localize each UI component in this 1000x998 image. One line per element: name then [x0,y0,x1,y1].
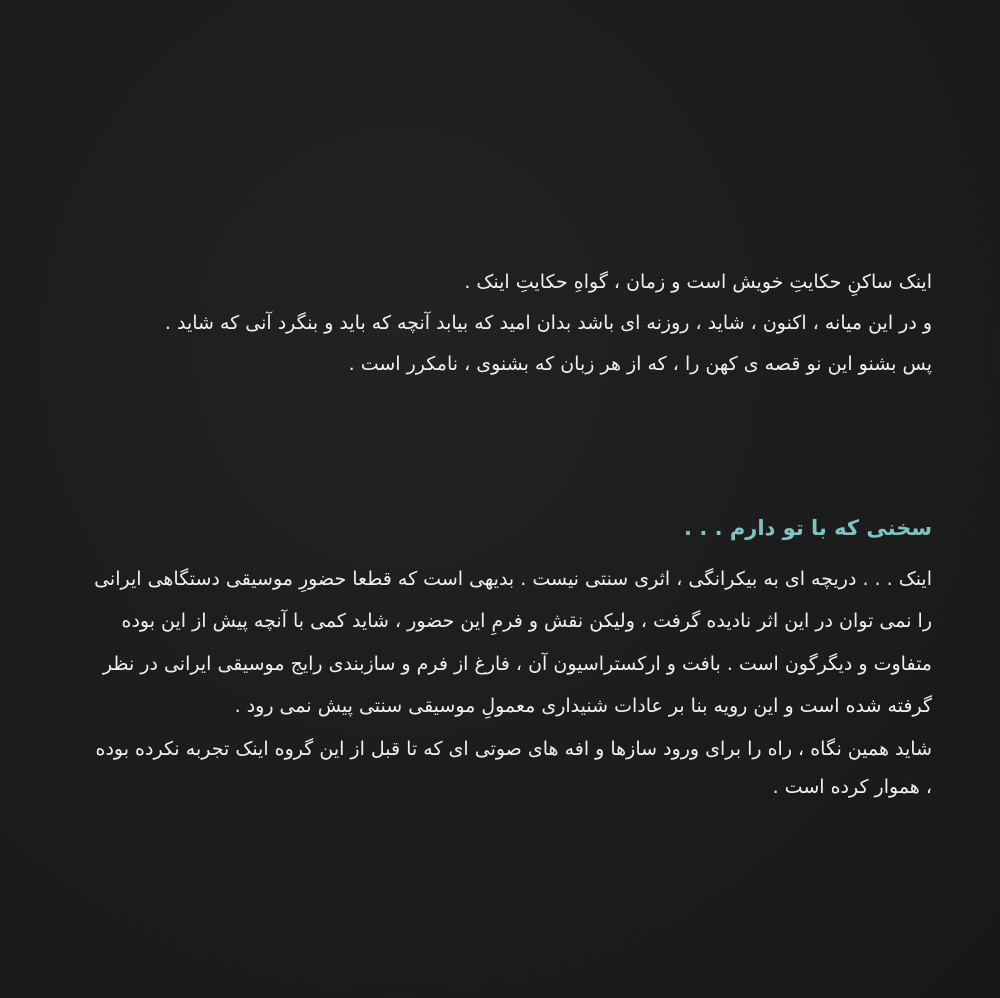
body-line: متفاوت و دیگرگون است . بافت و ارکستراسیون آن ، فارغ از فرم و سازبندی رایج موسیقی ایرانی در نظر [102,653,932,675]
body-line: اینک . . . دریچه ای به بیکرانگی ، اثری سنتی نیست . بدیهی است که قطعا حضورِ موسیقی دستگاهی ایرانی [94,568,932,590]
section-heading: سخنی که با تو دارم . . . [684,516,932,540]
intro-paragraph [60,273,932,393]
body-line: را نمی توان در این اثر نادیده گرفت ، ولیکن نقش و فرمِ این حضور ، شاید کمی با آنچه پیش از این بوده [121,610,932,632]
intro-line: اینک ساکنِ حکایتِ خویش است و زمان ، گواهِ حکایتِ اینک . [464,271,932,293]
body-line: گرفته شده است و این رویه بنا بر عادات شنیداری معمولِ موسیقی سنتی پیش نمی رود . [234,695,932,717]
intro-line: و در این میانه ، اکنون ، شاید ، روزنه ای باشد بدان امید که بیابد آنچه که باید و بنگرد آنی که شاید . [164,312,932,334]
body-line: شاید همین نگاه ، راه را برای ورود سازها و افه های صوتی ای که تا قبل از این گروه اینک تجربه نکرده بوده [95,738,932,760]
section-body [60,570,932,830]
intro-line: پس بشنو این نو قصه ی کهن را ، که از هر زبان که بشنوی ، نامکرر است . [348,353,932,375]
body-line: ، هموار کرده است . [772,776,932,798]
